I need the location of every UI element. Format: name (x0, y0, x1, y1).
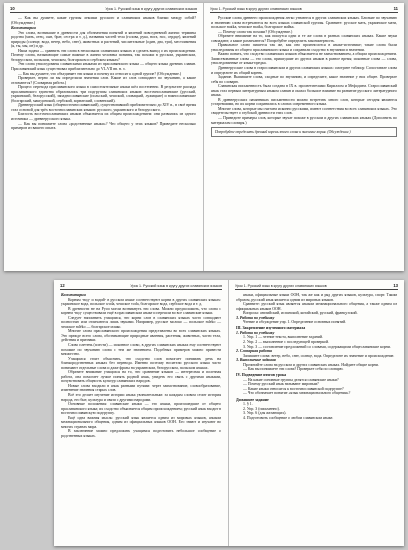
paragraph: В древнерусских памятниках письменности можно встретить много слов, которые сегодня являются устаревшими, но их корни сохранились в словах современного языка. (211, 97, 397, 107)
paragraph: Следует напомнить учащимся, что корни слов в славянских языках часто совпадают полностью или отличаются лишь звуками. Например, русское молоко — польское mleko — чешское mléko — болгарское мляко. (61, 315, 221, 329)
paragraph: Учащимся стоит объяснить, что сходство слов помогает понимать речь на близкородственных языках без перевода. Именно поэтому носители русского языка часто понимают отдельные слова и даже фразы на украинском, белорусском, польском языках. (61, 356, 221, 370)
subsection-heading: 3. Работа по учебнику (236, 315, 275, 320)
page-11 (204, 3, 404, 271)
paragraph: Эти слова унаследованы славянскими языками из праславянского языка — общего языка древних славян. Праславянский язык существовал приблизительно до VI–VII вв. н. э. (11, 62, 196, 72)
paragraph: Ещё одна важная мысль: русский язык является одним из мировых языков, языком межнационального общения, одним из официальных языков ООН. Его знают и изучают во многих странах мира. (61, 415, 221, 429)
paragraph: Многие слова праславянского происхождения представлены во всех славянских языках. Это прежде всего слова, обозначающие природные явления, растения, животных, части тела, действия и признаки. (61, 329, 221, 343)
paragraph: Основные положения: славянские языки — это языки, произошедшие от общего праславянского языка; их сходство объясняется общим происхождением; русский язык входит в восточнославянскую подгруппу. (61, 402, 221, 416)
paragraph: Славянская письменность была создана в IX в. просветителями Кириллом и Мефодием. Старославянский язык стал первым литературным языком славян и оказал большое влияние на развитие русского литературного языка. (211, 84, 397, 98)
section-heading: Комментарии (61, 293, 86, 297)
list-item: — На какие основные группы делятся славянские языки? (243, 377, 339, 382)
page-header (60, 283, 222, 290)
subsection-heading: 1. Работа по учебнику (236, 330, 275, 335)
paragraph: В древности не на Руси могли возникнуть эти слова. Можно предположить, что слова с корнем -вод- существовали ещё в праславянском языке и перешли во все славянские языки. (61, 306, 221, 316)
paragraph: Обратите внимание на то, как пишутся одни и те же слова в разных славянских языках. Какие звуки совпадают, а какие различаются? Попробуйте определить закономерность. (211, 34, 397, 43)
paragraph: Важно понять, что сходство славянских языков объясняется не заимствованием, а общим происхождением. Заимствованные слова — это слова, пришедшие из других языков в разное время; исконные слова — слова, унаследованные от языка-предка. (211, 52, 397, 66)
subsection-heading: 2. Словарная работа (236, 349, 272, 354)
paragraph: Слово плетень (плести) — исконное слово, в других славянских языках ему соответствуют похожие по звучанию слова с тем же значением. Подобных примеров можно привести множество. (61, 343, 221, 357)
running-title: Урок 1. Русский язык в кругу других славянских языков (235, 284, 327, 288)
paragraph: Задание. Выпишите слова, сходные по звучанию, и определите, какое значение у них общее. Проверьте себя по словарю. (211, 75, 397, 84)
list-item: 3. Упр. 3 — составление предложений со словами, содержащими общеславянские корни. (243, 344, 391, 349)
list-item: 2. Упр. 3 (письменно). (243, 406, 280, 411)
paragraph: Проверьте, верно ли вы определили значения слов. Какие из слов совпадают по звучанию, а какие отличаются? (Словарная работа.) (11, 76, 196, 85)
paragraph: — Приведите примеры слов, которые звучат похоже в русском и других славянских языках (Дополнить по материалам словаря.) (211, 116, 397, 125)
paragraph: Запишите слова: ветер, небо, снег, солнце, вода. Определите их значение и происхождение. (243, 353, 395, 358)
paragraph: Чтение и обсуждение упр. 1. Определение основных понятий. (243, 320, 347, 325)
paragraph: Древнерусские слова в старославянском и других славянских языках: смотрите таблицу. Сопоставьте слова и определите их общий корень. (211, 66, 397, 75)
paragraph: Корням -вод- и водий- в русском языке соответствуют корни в других славянских языках: украинское вода, польское woda, чешское voda, болгарское вода, сербское вода и т. д. (61, 297, 221, 307)
paragraph: Многие слова, которые мы считаем исконно русскими, имеют соответствия во всех славянских языках. Это свидетельствует о глубокой древности этих слов. (211, 106, 397, 116)
page-13 (229, 280, 404, 546)
page-header (10, 6, 197, 13)
running-title: Урок 1. Русский язык в кругу других славянских языков (210, 7, 302, 11)
paragraph: Обратите внимание учащихся на то, что сравнение языков — интересная и полезная работа, она помогает лучше понять родной язык, увидеть его связь с другими языками, почувствовать общность культур славянских народов. (61, 370, 221, 384)
paragraph: Всё это делает изучение истории языка увлекательным: за каждым словом стоит история народа, его быт, культура и связи с другими народами. (61, 393, 221, 402)
bottom-spread (54, 280, 404, 546)
top-spread (4, 3, 404, 271)
list-item: 1. Упр. 1 — чтение текста, выполнение заданий. (243, 335, 323, 340)
page-12 (54, 280, 229, 546)
page-header (210, 6, 398, 13)
page-number: 12 (60, 283, 65, 288)
paragraph: Процесс перехода праславянского языка в самостоятельные языки шёл постепенно. В результате распада праславянского единства образовались три подгруппы славянских языков: восточнославянские (русский, украинский, белорусский), западнославянские (польский, чешский, словацкий, лужицкие) и южнославянские (болгарский, македонский, сербский, хорватский, словенский). (11, 85, 196, 103)
paragraph: Вопросы: английский, испанский, китайский, русский, французский. (243, 311, 358, 316)
page-number: 10 (10, 6, 15, 11)
page-10 (4, 3, 204, 271)
paragraph: Прочитайте слова на русском и других славянских языках. Найдите общие корни. (243, 362, 379, 367)
list-item: 1. § 1. (243, 402, 253, 407)
subsection-heading: 3. Выполнение задания (236, 358, 276, 363)
page-header (235, 283, 398, 290)
paragraph: Сравните: русский язык является языком межнационального общения, а также одним из официальных языков ООН. (236, 302, 397, 311)
paragraph: Русские слова древнего происхождения легко узнаются в других славянских языках. Близкие по звучанию и значению слова встречаются во всех языках славянской группы. Сравните: русское мать, украинское мати, польское matka, чешское matka, болгарское майка. (211, 16, 397, 30)
paragraph: Близость восточнославянских языков объясняется их общим происхождением: они развились из одного источника — древнерусского языка. (11, 112, 196, 122)
list-item: — Почему русский язык называют мировым? (243, 382, 319, 387)
list-item: — Какие языки относятся к восточнославянской подгруппе? (243, 386, 344, 391)
list-item: — Что обозначает понятие «язык межнационального общения»? (243, 391, 351, 396)
paragraph: Наша задача — сравнить эти слова в нескольких славянских языках и сделать вывод о их происхождении. Почему слова, называющие самые важные в жизни человека понятия, так похожи в русском, украинском, белорусском, польском, чешском, болгарском и сербском языках? (11, 48, 196, 62)
page-body (211, 16, 397, 137)
page-number: 13 (393, 283, 398, 288)
list-item: 2. Упр. 2 — выполнение с последующей проверкой. (243, 339, 330, 344)
section-heading: III. Закрепление изученного материала (236, 326, 306, 331)
paragraph: Новые слова входили в язык разными путями: через заимствование, словообразование, изменение значения старых слов. (61, 383, 221, 393)
running-title: Урок 1. Русский язык в кругу других славянских языков (130, 284, 222, 288)
page-body (61, 293, 221, 439)
list-item: 3. Упр. 6 (для желающих). (243, 411, 287, 416)
paragraph: Правильное слово пишется так же, как оно произносится в языке-источнике; такие слова были унаследованы из общего праславянского языка и сохранили сходство в звучании и значении. (211, 43, 397, 52)
section-heading: Комментарии (11, 26, 36, 31)
page-body (11, 16, 196, 131)
paragraph: — Как вы думаете, что объединяет эти языки и почему их относят к одной группе? (Обсуждение.) (18, 71, 182, 76)
page-body (236, 293, 397, 420)
paragraph: — Как вы понимаете слова «родственные языки»? Что общего у этих языков? Приведите несколько примеров из вашего опыта. (11, 121, 196, 131)
paragraph: Древнерусский язык (общевосточнославянский), существовавший приблизительно до XIV в., в своё время стал основой для трёх восточнославянских языков: русского, украинского и белорусского. (11, 103, 196, 112)
running-title: Урок 1. Русский язык в кругу других славянских языков (105, 7, 197, 11)
list-item: 4. Подготовить сообщение о любом славянском языке. (243, 415, 334, 420)
paragraph: — Как вы понимаете эти слова? Проверьте себя по словарю. (243, 367, 344, 372)
paragraph: — Почему слова так похожи? (Обсуждение.) (218, 29, 293, 34)
section-heading: IV. Подведение итогов урока (236, 373, 287, 378)
page-number: 11 (393, 6, 398, 11)
boxed-note: Попробуйте определить древний корень этого слова и значение корня. (Обсуждение.) (211, 127, 397, 137)
paragraph: — Как вы думаете, какие группы лексики русского и славянских языков близки между собой? (Обсуждение.) (11, 16, 196, 25)
section-heading: Домашнее задание (236, 397, 269, 402)
paragraph: языки, официальные языки ООН, так же как и ряд других языков, культура, спорт. Таким образом, русский язык является одним из мировых языков. (236, 293, 397, 302)
paragraph: Это слова, возникшие в древности для обозначения понятий и явлений повседневной жизни: термины родства (мать, отец, сын, брат, сестра и т. д.), названия частей тела (голова, рука, нога, нос, сердце), явлений природы (солнце, вода, ветер, небо, снег), животных и растений, числительные (один, два, три), местоимения (я, ты, мы, он) и др. (11, 30, 196, 49)
paragraph: В заключение можно предложить учащимся подготовить небольшое сообщение о родственных языках. (61, 429, 221, 438)
